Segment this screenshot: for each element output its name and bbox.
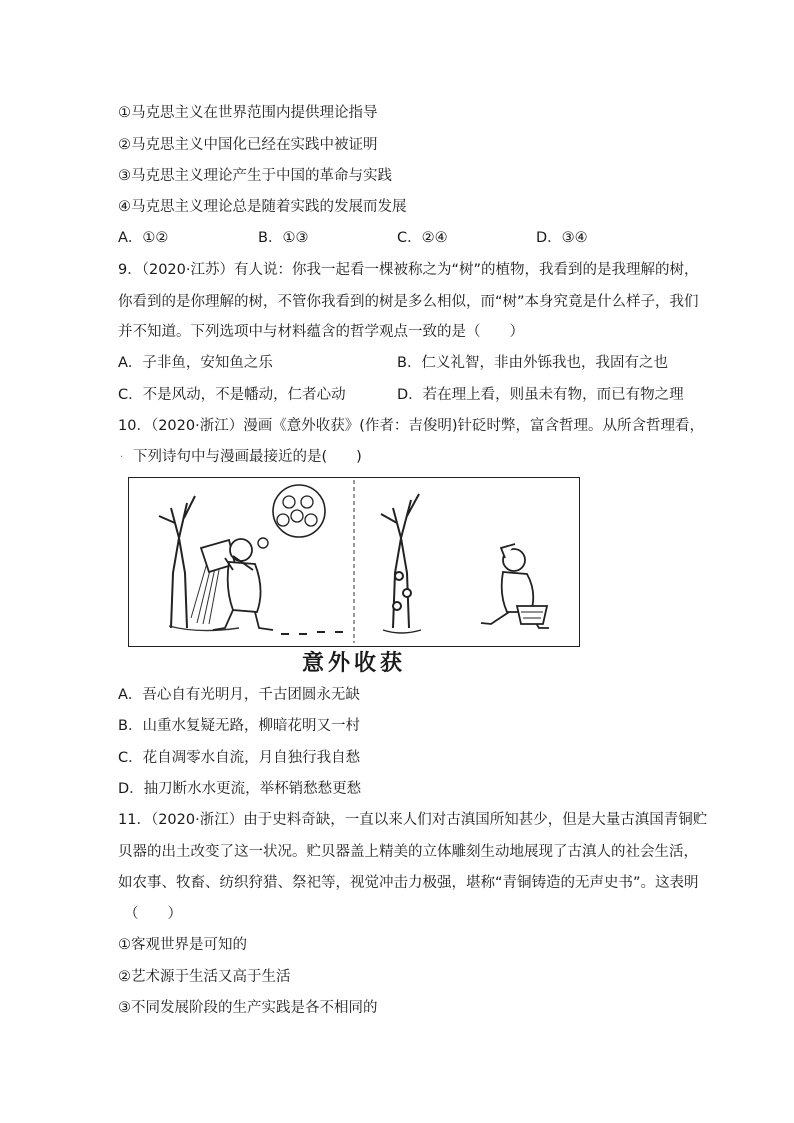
q11-statement-2: ②艺术源于生活又高于生活 xyxy=(118,969,291,985)
q9-stem-line-1: 9．（2020·江苏）有人说：你我一起看一棵被称之为“树”的植物，我看到的是我理解的树， xyxy=(118,262,699,278)
tree-with-fruit-right xyxy=(381,494,421,633)
q8-statement-3: ③马克思主义理论产生于中国的革命与实践 xyxy=(118,168,392,184)
q8-option-c[interactable]: C．②④ xyxy=(397,230,448,246)
q8-statement-4: ④马克思主义理论总是随着实践的发展而发展 xyxy=(118,199,407,215)
q11-answer-bracket: （ ） xyxy=(124,906,182,922)
q8-statement-1: ①马克思主义在世界范围内提供理论指导 xyxy=(118,105,378,121)
dead-tree-left xyxy=(159,496,195,628)
q9-option-d[interactable]: D．若在理上看，则虽未有物，而已有物之理 xyxy=(397,387,684,403)
q10-stem-line-1: 10．（2020·浙江）漫画《意外收获》(作者：吉俊明)针砭时弊，富含哲理。从所含哲理看， xyxy=(118,418,705,434)
q8-option-b[interactable]: B．①③ xyxy=(258,230,309,246)
q10-option-d[interactable]: D．抽刀断水水更流，举杯销愁愁更愁 xyxy=(118,781,362,797)
q9-option-b[interactable]: B．仁义礼智，非由外铄我也，我固有之也 xyxy=(397,355,668,371)
q8-option-d[interactable]: D．③④ xyxy=(536,230,588,246)
q10-option-c[interactable]: C．花自凋零水自流，月自独行我自愁 xyxy=(118,750,361,766)
q9-stem-line-2: 你看到的是你理解的树，不管你我看到的树是多么相似，而“树”本身究竟是什么样子，我们 xyxy=(118,294,699,310)
q9-stem-line-3: 并不知道。下列选项中与材料蕴含的哲学观点一致的是（ ） xyxy=(118,324,524,340)
q10-option-b[interactable]: B．山重水复疑无路，柳暗花明又一村 xyxy=(118,718,360,734)
q10-option-a[interactable]: A．吾心自有光明月，千古团圆永无缺 xyxy=(118,687,360,703)
man-with-basket xyxy=(481,544,549,628)
q10-stem-line-2: 下列诗句中与漫画最接近的是( ) xyxy=(133,449,362,465)
stray-mark: · xyxy=(120,452,124,463)
q11-statement-1: ①客观世界是可知的 xyxy=(118,937,247,953)
q8-option-a[interactable]: A．①② xyxy=(118,230,169,246)
q8-statement-2: ②马克思主义中国化已经在实践中被证明 xyxy=(118,137,378,153)
q11-statement-3: ③不同发展阶段的生产实践是各不相同的 xyxy=(118,1000,378,1016)
cartoon-title: 意外收获 xyxy=(301,650,406,676)
cartoon-image xyxy=(128,477,580,647)
q11-stem-line-3: 如农事、牧畜、纺织狩猎、祭祀等，视觉冲击力极强，堪称“青铜铸造的无声史书”。这表明 xyxy=(118,875,699,891)
cartoon-drawing xyxy=(129,478,578,645)
q11-stem-line-2: 贝器的出土改变了这一状况。贮贝器盖上精美的立体雕刻生动地展现了古滇人的社会生活， xyxy=(118,844,698,860)
q9-option-a[interactable]: A．子非鱼，安知鱼之乐 xyxy=(118,355,273,371)
q9-option-c[interactable]: C．不是风动，不是幡动，仁者心动 xyxy=(118,387,346,403)
q11-stem-line-1: 11．（2020·浙江）由于史料奇缺，一直以来人们对古滇国所知甚少，但是大量古滇国青铜贮 xyxy=(118,812,708,828)
footprint-dashes xyxy=(281,632,343,634)
